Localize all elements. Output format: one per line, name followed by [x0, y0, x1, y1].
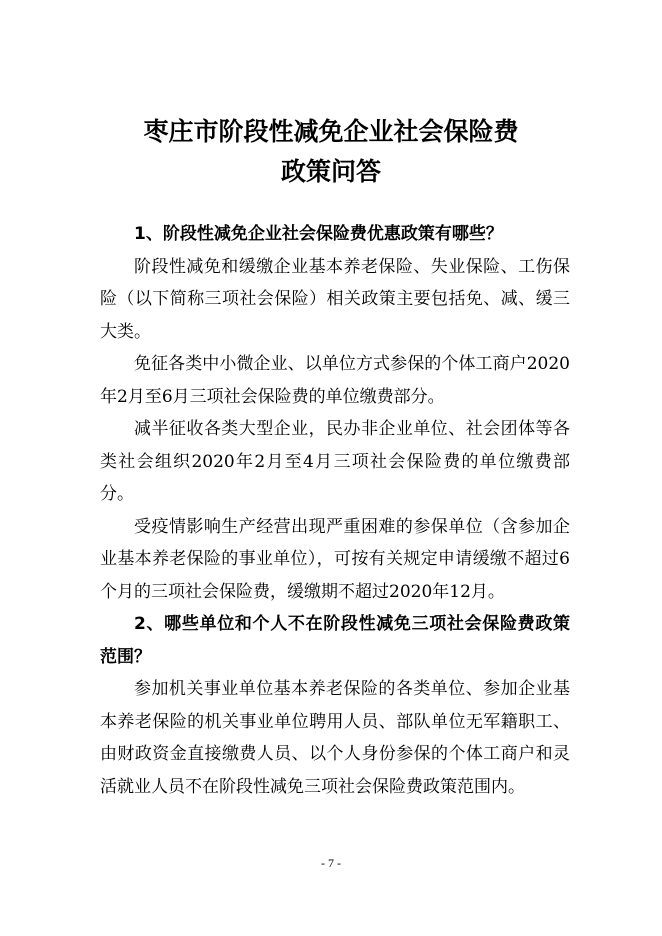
answer-2: 参加机关事业单位基本养老保险的各类单位、参加企业基本养老保险的机关事业单位聘用人员、部队单位无军籍职工、由财政资金直接缴费人员、以个人身份参保的个体工商户和灵活就业人员不在阶段性减免三项社会保险费政策范围内。: [100, 679, 570, 797]
page-number: - 7 -: [321, 856, 341, 870]
answer-1-exemption: 免征各类中小微企业、以单位方式参保的个体工商户2020年2月至6月三项社会保险费的单位缴费部分。: [100, 354, 570, 407]
question-2: 2、哪些单位和个人不在阶段性减免三项社会保险费政策范围？: [100, 614, 570, 667]
document-body: [100, 218, 570, 803]
document-title: [0, 112, 662, 192]
title-line-2: 政策问答: [280, 157, 381, 186]
title-line-1: 枣庄市阶段性减免企业社会保险费: [143, 117, 519, 146]
answer-1-intro: 阶段性减免和缓缴企业基本养老保险、失业保险、工伤保险（以下简称三项社会保险）相关政策主要包括免、减、缓三大类。: [100, 256, 570, 342]
answer-1-deferral: 受疫情影响生产经营出现严重困难的参保单位（含参加企业基本养老保险的事业单位），可按有关规定申请缓缴不超过6个月的三项社会保险费，缓缴期不超过2020年12月。: [100, 516, 570, 602]
question-1: 1、阶段性减免企业社会保险费优惠政策有哪些？: [134, 224, 503, 244]
answer-1-reduction: 减半征收各类大型企业，民办非企业单位、社会团体等各类社会组织2020年2月至4月三项社会保险费的单位缴费部分。: [100, 419, 570, 504]
